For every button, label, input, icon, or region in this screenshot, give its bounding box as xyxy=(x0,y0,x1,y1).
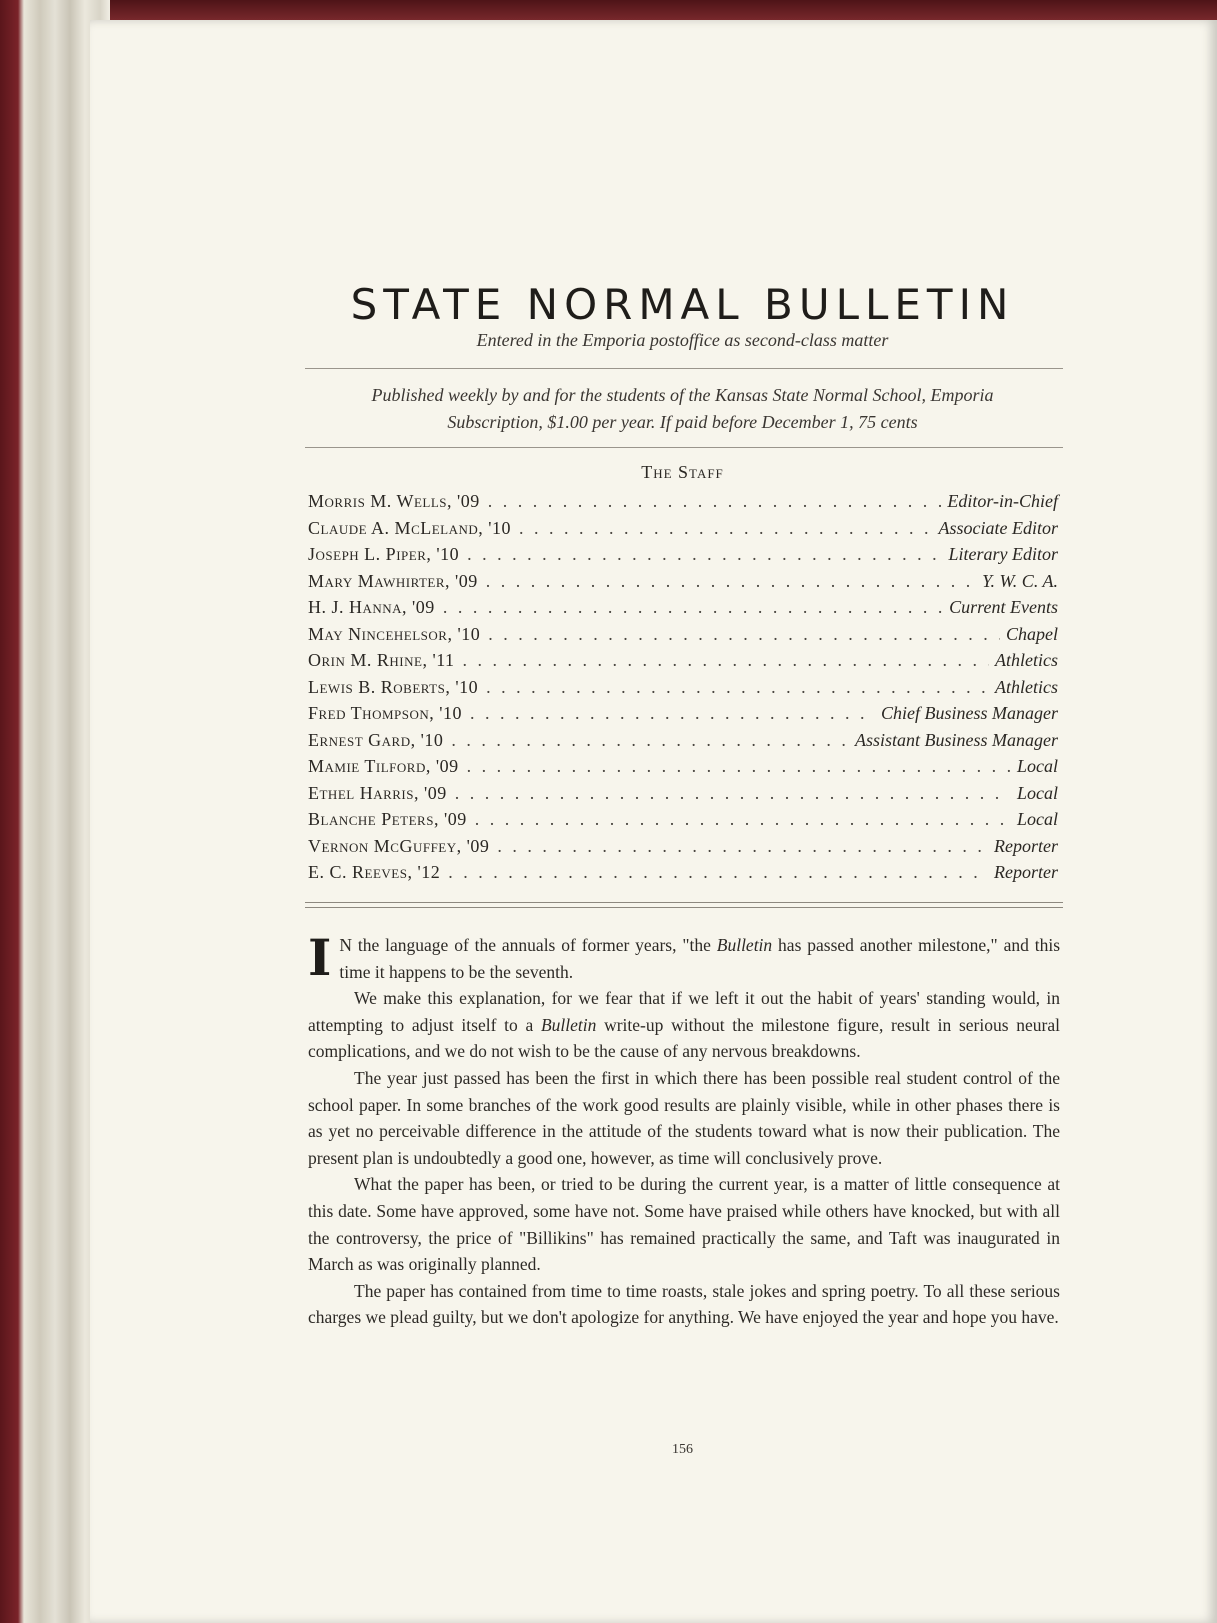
article-paragraph xyxy=(308,985,1060,1065)
masthead-title: STATE NORMAL BULLETIN xyxy=(350,280,1015,329)
article-body xyxy=(308,928,1060,1331)
leader-dots xyxy=(486,571,976,592)
leader-dots xyxy=(463,650,989,671)
book-top-edge xyxy=(0,0,1217,22)
staff-name: Mary Mawhirter, '09 xyxy=(308,570,478,591)
staff-role: Athletics xyxy=(995,676,1058,697)
staff-list xyxy=(308,491,1058,889)
staff-name: Lewis B. Roberts, '10 xyxy=(308,676,479,697)
staff-name: Morris M. Wells, '09 xyxy=(308,491,480,511)
publication-info xyxy=(300,382,1065,436)
staff-name: Orin M. Rhine, '11 xyxy=(308,650,455,670)
staff-name: Mamie Tilford, '09 xyxy=(308,756,459,776)
leader-dots xyxy=(488,491,942,512)
staff-role: Associate Editor xyxy=(938,517,1058,538)
staff-name: May Nincehelsor, '10 xyxy=(308,623,481,644)
text-run: We make this explanation, for we fear that if we left it out the habit of years' standing would, in attempting to adjust itself to a xyxy=(308,988,1060,1035)
subscription-line: Subscription, $1.00 per year. If paid before December 1, 75 cents xyxy=(447,412,918,432)
staff-role: Local xyxy=(1016,809,1058,829)
leader-dots xyxy=(467,756,1011,777)
leader-dots xyxy=(470,703,875,724)
leader-dots xyxy=(443,597,943,618)
staff-role: Literary Editor xyxy=(948,544,1058,564)
text-run: has passed another milestone," and this time it happens to be the seventh. xyxy=(339,935,1060,982)
staff-name: Fred Thompson, '10 xyxy=(308,703,462,723)
staff-entry xyxy=(308,518,1058,545)
staff-entry xyxy=(308,544,1058,571)
drop-cap-initial: I xyxy=(308,928,332,987)
article-paragraph: What the paper has been, or tried to be during the current year, is a matter of little consequence at this date. Some have approved, some have not. Some have praised while others have knocked, but with all the controversy, the price of "Billikins" has remained practically the same, and Taft was inaugurated in March as was originally planned. xyxy=(308,1174,1060,1275)
staff-entry xyxy=(308,571,1058,598)
publication-line: Published weekly by and for the students of the Kansas State Normal School, Emporia xyxy=(371,385,994,405)
staff-entry xyxy=(308,862,1058,889)
staff-entry xyxy=(308,650,1058,677)
article-paragraph xyxy=(308,928,1060,987)
leader-dots xyxy=(451,730,849,751)
staff-role: Reporter xyxy=(994,862,1058,882)
staff-name: Ethel Harris, '09 xyxy=(308,782,447,803)
leader-dots xyxy=(519,518,932,539)
staff-role: Chief Business Manager xyxy=(881,703,1058,723)
staff-role: Local xyxy=(1016,782,1058,803)
postoffice-notice: Entered in the Emporia postoffice as second-class matter xyxy=(476,330,889,350)
staff-entry xyxy=(308,809,1058,836)
staff-role: Assistant Business Manager xyxy=(854,729,1058,750)
divider-rule xyxy=(305,447,1063,448)
leader-dots xyxy=(488,624,1000,645)
leader-dots xyxy=(455,783,1011,804)
staff-entry xyxy=(308,783,1058,810)
staff-entry xyxy=(308,677,1058,704)
staff-heading: The Staff xyxy=(641,462,724,482)
staff-role: Local xyxy=(1016,756,1058,776)
text-run: write-up without the milestone figure, result in serious neural complications, and we do not wish to be the cause of any nervous breakdowns. xyxy=(308,1014,1060,1062)
italic-title: Bulletin xyxy=(716,935,773,955)
staff-role: Chapel xyxy=(1006,623,1058,644)
page-number: 156 xyxy=(672,1442,693,1457)
italic-title: Bulletin xyxy=(540,1014,597,1035)
staff-entry xyxy=(308,703,1058,730)
leader-dots xyxy=(467,544,942,565)
staff-name: Blanche Peters, '09 xyxy=(308,809,467,829)
leader-dots xyxy=(475,809,1011,830)
staff-role: Current Events xyxy=(949,597,1058,617)
staff-entry xyxy=(308,491,1058,518)
staff-entry xyxy=(308,756,1058,783)
article-paragraph: The paper has contained from time to time roasts, stale jokes and spring poetry. To all these serious charges we plead guilty, but we don't apologize for anything. We have enjoyed the year and hope you have. xyxy=(308,1280,1060,1328)
staff-name: E. C. Reeves, '12 xyxy=(308,862,441,882)
staff-name: Vernon McGuffey, '09 xyxy=(308,835,490,856)
staff-role: Athletics xyxy=(995,650,1058,670)
staff-role: Reporter xyxy=(994,835,1058,856)
double-divider-rule xyxy=(305,902,1063,908)
staff-name: Joseph L. Piper, '10 xyxy=(308,544,460,564)
staff-entry xyxy=(308,730,1058,757)
staff-entry xyxy=(308,836,1058,863)
staff-role: Editor-in-Chief xyxy=(947,491,1058,511)
staff-name: H. J. Hanna, '09 xyxy=(308,597,435,617)
leader-dots xyxy=(448,862,988,883)
staff-entry xyxy=(308,624,1058,651)
leader-dots xyxy=(497,836,988,857)
staff-name: Claude A. McLeland, '10 xyxy=(308,517,512,538)
text-run: N the language of the annuals of former years, "the xyxy=(339,935,717,955)
divider-rule xyxy=(305,368,1063,369)
article-paragraph: The year just passed has been the first in which there has been possible real student control of the school paper. In some branches of the work good results are plainly visible, while in other phases there is as yet no perceivable difference in the attitude of the students toward what is now their publication. The present plan is undoubtedly a good one, however, as time will conclusively prove. xyxy=(308,1067,1060,1168)
staff-name: Ernest Gard, '10 xyxy=(308,729,444,750)
staff-role: Y. W. C. A. xyxy=(982,570,1058,591)
leader-dots xyxy=(486,677,989,698)
staff-entry xyxy=(308,597,1058,624)
